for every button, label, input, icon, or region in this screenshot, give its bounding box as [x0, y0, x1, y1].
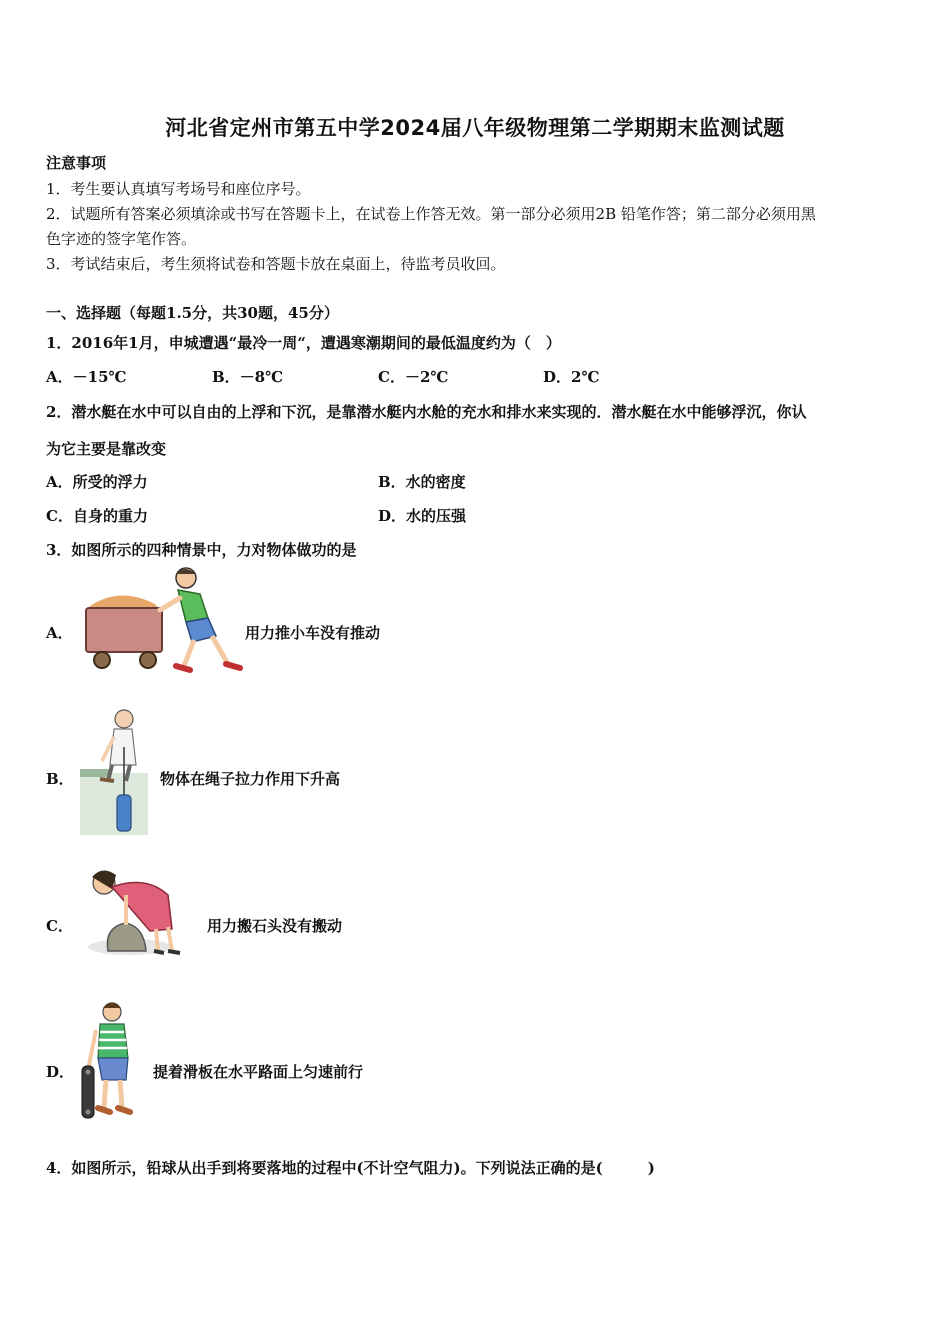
question-2-stem-cont: 为它主要是靠改变: [46, 440, 167, 458]
question-3-option-c-text: 用力搬石头没有搬动: [207, 917, 343, 935]
question-3-option-d-letter: D．: [46, 1063, 75, 1081]
question-3-option-a-text: 用力推小车没有推动: [245, 624, 381, 642]
section-heading: 一、选择题（每题1.5分，共30题，45分）: [46, 304, 339, 322]
notice-item: 3．考试结束后，考生须将试卷和答题卡放在桌面上，待监考员收回。: [46, 255, 506, 273]
question-3-stem: 3．如图所示的四种情景中，力对物体做功的是: [46, 541, 357, 559]
girl-lifting-stone-illustration: [86, 865, 186, 957]
question-1-option-b: B．－8℃: [212, 368, 284, 386]
man-lifting-rope-illustration: [78, 707, 150, 837]
boy-carrying-skateboard-illustration: [80, 1000, 136, 1124]
question-1-option-c: C．－2℃: [378, 368, 449, 386]
notice-item: 色字迹的签字笔作答。: [46, 230, 197, 248]
notice-heading: 注意事项: [46, 154, 107, 172]
question-2-option-a: A．所受的浮力: [46, 473, 148, 491]
question-4-stem: 4．如图所示，铅球从出手到将要落地的过程中(不计空气阻力)。下列说法正确的是( ): [46, 1159, 655, 1177]
question-2-option-d: D．水的压强: [378, 507, 467, 525]
boy-pushing-cart-illustration: [80, 566, 245, 674]
page-title: 河北省定州市第五中学2024届八年级物理第二学期期末监测试题: [165, 116, 785, 140]
question-1-option-a: A．－15℃: [46, 368, 127, 386]
notice-item: 2．试题所有答案必须填涂或书写在答题卡上，在试卷上作答无效。第一部分必须用2B 铅笔作答；第二部分必须用黑: [46, 205, 816, 223]
question-3-option-c-letter: C．: [46, 917, 73, 935]
question-2-stem: 2．潜水艇在水中可以自由的上浮和下沉，是靠潜水艇内水舱的充水和排水来实现的．潜水艇在水中能够浮沉，你认: [46, 403, 807, 421]
question-2-option-c: C．自身的重力: [46, 507, 148, 525]
question-2-option-b: B．水的密度: [378, 473, 466, 491]
question-3-option-a-letter: A．: [46, 624, 73, 642]
question-1-stem: 1．2016年1月，申城遭遇“最冷一周“，遭遇寒潮期间的最低温度约为（ ）: [46, 334, 561, 352]
question-3-option-d-text: 提着滑板在水平路面上匀速前行: [153, 1063, 364, 1081]
notice-item: 1．考生要认真填写考场号和座位序号。: [46, 180, 311, 198]
question-1-option-d: D．2℃: [543, 368, 600, 386]
question-3-option-b-text: 物体在绳子拉力作用下升高: [160, 770, 341, 788]
question-3-option-b-letter: B．: [46, 770, 74, 788]
